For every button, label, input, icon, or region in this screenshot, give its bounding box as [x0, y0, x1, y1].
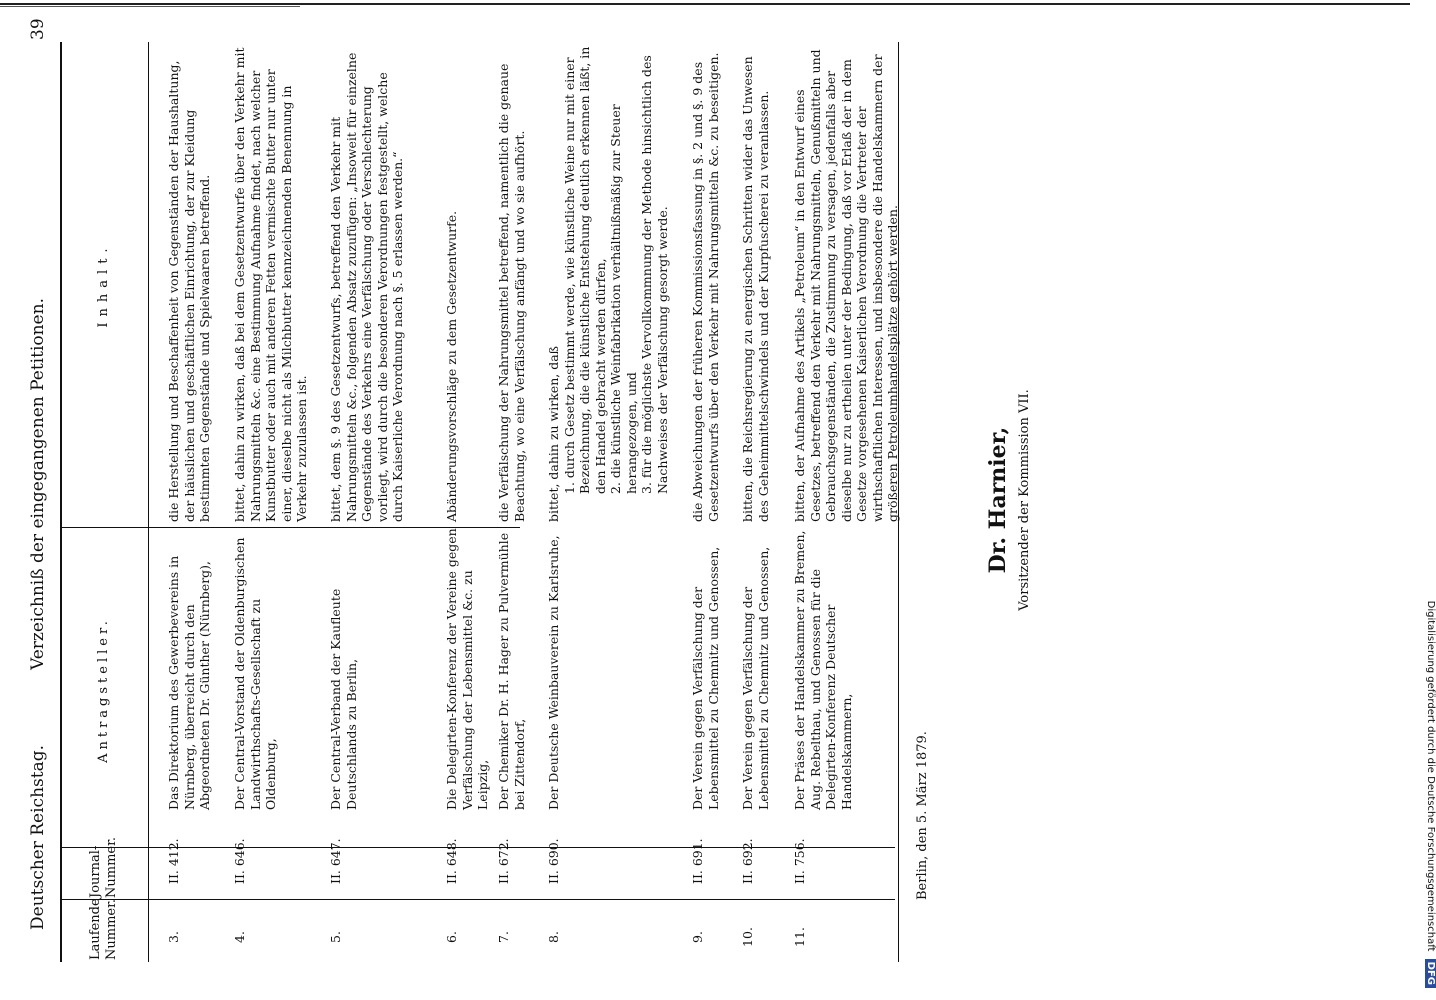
journal-number: II. 648.	[444, 838, 459, 884]
journal-number: II. 672.	[496, 838, 511, 884]
header-journal: Journal-Nummer.	[88, 836, 119, 898]
header-applicant: Antragsteller.	[96, 617, 111, 763]
row-number: 4.	[232, 931, 247, 943]
row-number: 7.	[496, 931, 511, 943]
applicant: Der Verein gegen Verfälschung der Lebensmittel zu Chemnitz und Genossen,	[740, 546, 771, 810]
list-item: 3. für die möglichste Vervollkommnung der Methode hinsichtlich des Nachweises der Verfälschung gesorgt werde.	[639, 55, 670, 494]
row-number: 11.	[792, 927, 807, 947]
page-number: 39	[28, 18, 48, 40]
applicant: Der Chemiker Dr. H. Hager zu Pulvermühle bei Zittendorf,	[496, 532, 527, 810]
running-head-left: Deutscher Reichstag.	[28, 745, 48, 930]
applicant: Das Direktorium des Gewerbevereins in Nürnberg, überreicht durch den Abgeordneten Dr. Günther (Nürnberg),	[166, 555, 212, 810]
journal-number: II. 412.	[166, 838, 181, 884]
journal-number: II. 691.	[690, 838, 705, 884]
applicant: Der Central-Verband der Kaufleute Deutschlands zu Berlin,	[328, 588, 359, 810]
applicant: Der Verein gegen Verfälschung der Lebensmittel zu Chemnitz und Genossen,	[690, 546, 721, 810]
running-head	[28, 0, 54, 1000]
petition-items	[562, 44, 671, 522]
row-number: 3.	[166, 931, 181, 943]
row-number: 10.	[740, 927, 755, 947]
row-number: 9.	[690, 931, 705, 943]
applicant: Der Präses der Handelskammer zu Bremen, Aug. Rebelthau, und Genossen für die Delegirten-Konferenz Deutscher Handelskammern,	[792, 530, 854, 810]
column-divider-2	[60, 847, 895, 848]
header-content: Inhalt.	[96, 242, 111, 328]
row-number: 5.	[328, 931, 343, 943]
journal-number: II. 690.	[546, 838, 561, 884]
signature-block	[985, 380, 1032, 620]
header-nr: Laufende Nummer.	[88, 898, 119, 960]
digitization-note	[1416, 8, 1434, 988]
applicant: Der Central-Vorstand der Oldenburgischen Landwirthschafts-Gesellschaft zu Oldenburg,	[232, 537, 278, 810]
content: die Abweichungen der früheren Kommissionsfassung in §. 2 und §. 9 des Gesetzentwurfs über den Verkehr mit Nahrungsmitteln &c. zu beseitigen.	[690, 52, 721, 522]
signer-name: Dr. Harnier,	[985, 426, 1011, 574]
content: bitten, die Reichsregierung zu energischen Schritten wider das Unwesen des Geheimmittelschwindels und der Kurpfuscherei zu veranlassen.	[740, 56, 771, 522]
table-header-rule	[148, 42, 149, 962]
content-intro: bittet, dahin zu wirken, daß	[546, 346, 561, 522]
applicant: Der Deutsche Weinbauverein zu Karlsruhe,	[546, 535, 561, 810]
journal-number: II. 647.	[328, 838, 343, 884]
content: die Herstellung und Beschaffenheit von Gegenständen der Haushaltung, der häuslichen und geschäftlichen Einrichtung, der zur Kleidung bestimmten Gegenstände und Spielwaaren betreffend.	[166, 60, 212, 522]
row-number: 8.	[546, 931, 561, 943]
content: die Verfälschung der Nahrungsmittel betreffend, namentlich die genaue Beachtung, wo eine Verfälschung anfängt und wo sie aufhört.	[496, 63, 527, 522]
list-item: 1. durch Gesetz bestimmt werde, wie künstliche Weine nur mit einer Bezeichnung, die die künstliche Entstehung deutlich erkennen läßt, in den Handel gebracht werden dürfen,	[561, 46, 608, 494]
content	[546, 44, 670, 522]
content: bitten, der Aufnahme des Artikels „Petroleum“ in den Entwurf eines Gesetzes, betreffend den Verkehr mit Nahrungsmitteln, Genußmitteln und Gebrauchsgegenständen, die Zustimmung zu versagen, jedenfalls aber dieselbe nur zu ertheilen unter der Bedingung, daß vor Erlaß der in dem Gesetze vorgesehenen Kaiserlichen Verordnung die Vertreter der wirthschaftlichen Interessen, und insbesondere die Handelskammern der größeren Petroleumhandelsplätze gehört werden.	[792, 49, 900, 522]
signer-role: Vorsitzender der Kommission VII.	[1017, 389, 1032, 611]
table-top-rule	[60, 42, 62, 962]
digitization-note-text: Digitalisierung gefördert durch die Deutsche Forschungsgemeinschaft	[1425, 600, 1436, 952]
list-item: 2. die künstliche Weinfabrikation verhältnißmäßig zur Steuer herangezogen, und	[608, 104, 639, 494]
running-head-title: Verzeichniß der eingegangenen Petitionen.	[28, 298, 48, 670]
journal-number: II. 756.	[792, 838, 807, 884]
row-number: 6.	[444, 931, 459, 943]
content: Abänderungsvorschläge zu dem Gesetzentwurfe.	[444, 210, 459, 522]
column-divider-1	[60, 899, 895, 900]
journal-number: II. 692.	[740, 838, 755, 884]
footer-date: Berlin, den 5. März 1879.	[915, 731, 930, 900]
applicant: Die Delegirten-Konferenz der Vereine gegen Verfälschung der Lebensmittel &c. zu Leipzig,	[444, 528, 490, 810]
journal-number: II. 646.	[232, 838, 247, 884]
content: bittet, dem §. 9 des Gesetzentwurfs, betreffend den Verkehr mit Nahrungsmitteln &c., folgenden Absatz zuzufügen: „Insoweit für einzelne Gegenstände des Verkehrs eine Verfälschung oder Verschlechterung vorliegt, wird durch die besonderen Verordnungen festgestellt, welche durch Kaiserliche Verordnung nach §. 5 erlassen werden.“	[328, 52, 405, 522]
content: bittet, dahin zu wirken, daß bei dem Gesetzentwurfe über den Verkehr mit Nahrungsmitteln &c. eine Bestimmung Aufnahme findet, nach welcher Kunstbutter oder auch mit anderen Fetten vermischte Butter nur unter einer, dieselbe nicht als Milchbutter kennzeichnenden Benennung in Verkehr zuzulassen ist.	[232, 47, 309, 522]
dfg-logo: DFG	[1425, 959, 1436, 988]
